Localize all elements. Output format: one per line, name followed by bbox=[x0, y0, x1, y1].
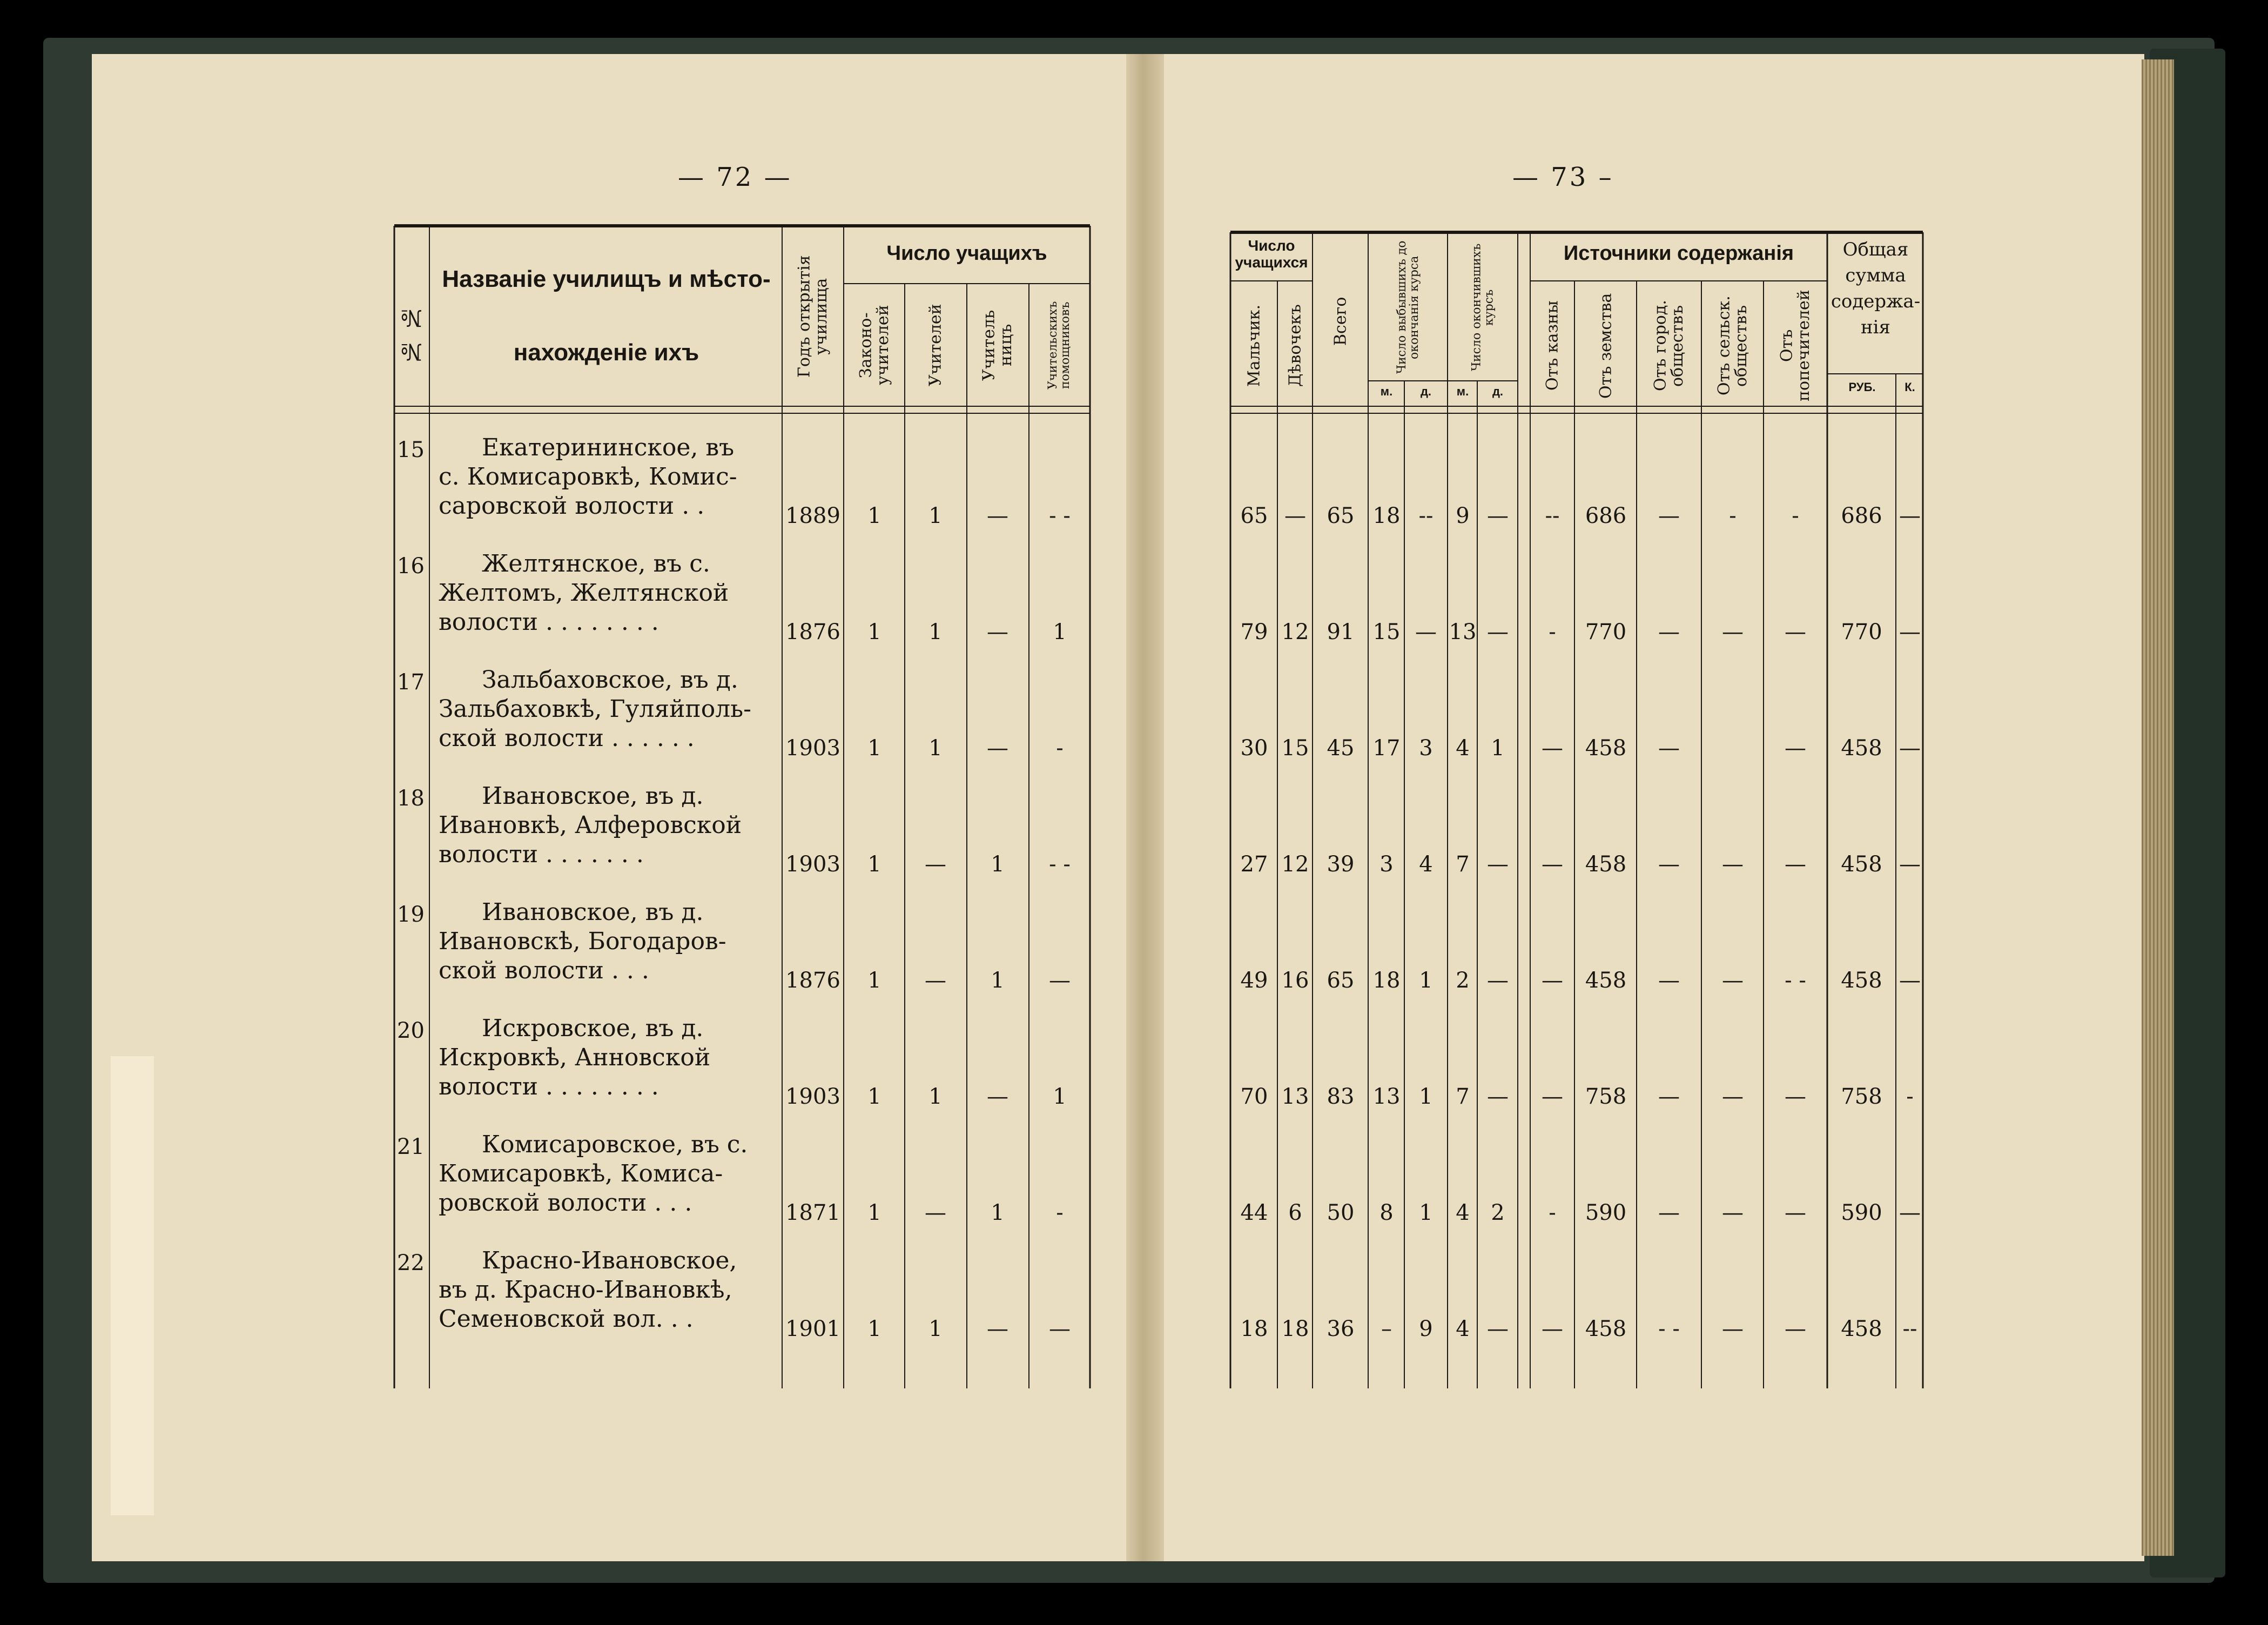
cell-law: 1 bbox=[867, 736, 881, 761]
cell-boys: 65 bbox=[1240, 503, 1268, 528]
cell-drop-m: 18 bbox=[1372, 968, 1401, 993]
cell-sum-k: — bbox=[1899, 503, 1921, 528]
school-name-line: Желтомъ, Желтянской bbox=[439, 579, 729, 607]
cell-zemstvo: 458 bbox=[1585, 736, 1627, 761]
cell-sum-r: 458 bbox=[1841, 736, 1882, 761]
cell-fem: — bbox=[987, 620, 1008, 644]
year-opened: 1876 bbox=[785, 968, 840, 993]
year-opened: 1903 bbox=[785, 1084, 840, 1109]
cell-treasury: - bbox=[1549, 620, 1556, 644]
cell-fem: — bbox=[987, 736, 1008, 761]
cell-zemstvo: 458 bbox=[1585, 1317, 1627, 1341]
school-name-line: волости . . . . . . . . bbox=[439, 1073, 659, 1100]
cell-law: 1 bbox=[867, 1317, 881, 1341]
cell-grad-m: 9 bbox=[1456, 503, 1470, 528]
cell-sum-r: 458 bbox=[1841, 1317, 1882, 1341]
cell-drop-d: 1 bbox=[1419, 968, 1433, 993]
header-total-sum bbox=[1828, 237, 1923, 340]
cell-law: 1 bbox=[867, 503, 881, 528]
year-opened: 1871 bbox=[785, 1200, 840, 1225]
cell-teach: 1 bbox=[928, 1317, 943, 1341]
cell-asst: - - bbox=[1049, 852, 1071, 877]
header-zemstvo: Отъ земства bbox=[1596, 293, 1616, 399]
cell-boys: 44 bbox=[1240, 1200, 1268, 1225]
cell-city: — bbox=[1658, 1084, 1680, 1109]
cell-law: 1 bbox=[867, 1200, 881, 1225]
header-assistants: Учительскихъ помощниковъ bbox=[1046, 301, 1072, 390]
cell-fem: — bbox=[987, 503, 1008, 528]
cell-sum-k: — bbox=[1899, 620, 1921, 644]
cell-city: - - bbox=[1658, 1317, 1680, 1341]
cell-law: 1 bbox=[867, 968, 881, 993]
cell-drop-m: 15 bbox=[1372, 620, 1401, 644]
header-law-teachers: Законо-учителей bbox=[856, 305, 892, 386]
header-teachers: Учителей bbox=[926, 304, 945, 387]
cell-grad-d: — bbox=[1487, 1317, 1509, 1341]
cell-asst: - - bbox=[1049, 503, 1071, 528]
cell-grad-d: — bbox=[1487, 503, 1509, 528]
school-name-line: Комисаровское, въ с. bbox=[482, 1131, 748, 1158]
cell-teach: 1 bbox=[928, 620, 943, 644]
header-dropped-d: д. bbox=[1420, 385, 1432, 398]
school-name-line: Ивановское, въ д. bbox=[482, 898, 704, 926]
school-name-line: ровской волости . . . bbox=[439, 1189, 692, 1217]
cell-grad-d: 1 bbox=[1491, 736, 1505, 761]
header-total: Всего bbox=[1331, 297, 1350, 346]
cell-trustees: — bbox=[1785, 1317, 1806, 1341]
row-number: 22 bbox=[397, 1251, 425, 1275]
cell-sum-k: — bbox=[1899, 968, 1921, 993]
cell-boys: 49 bbox=[1240, 968, 1268, 993]
cell-grad-d: — bbox=[1487, 620, 1509, 644]
header-sources-group: Источники содержанія bbox=[1563, 242, 1794, 265]
cell-drop-d: 1 bbox=[1419, 1200, 1433, 1225]
year-opened: 1876 bbox=[785, 620, 840, 644]
row-number: 15 bbox=[397, 438, 425, 462]
cell-girls: 16 bbox=[1281, 968, 1309, 993]
cell-asst: 1 bbox=[1053, 1084, 1067, 1109]
cell-zemstvo: 770 bbox=[1585, 620, 1627, 644]
row-number: 16 bbox=[397, 554, 425, 579]
school-name-line: Семеновской вол. . . bbox=[439, 1305, 694, 1333]
header-graduated-m: м. bbox=[1456, 385, 1469, 398]
cell-total: 45 bbox=[1327, 736, 1355, 761]
cell-drop-d: 1 bbox=[1419, 1084, 1433, 1109]
school-name-line: Ивановкѣ, Алферовской bbox=[439, 811, 742, 839]
cell-city: — bbox=[1658, 968, 1680, 993]
cell-city: — bbox=[1658, 620, 1680, 644]
cell-sum-r: 458 bbox=[1841, 968, 1882, 993]
header-female-teachers: Учитель ницъ bbox=[979, 310, 1015, 381]
cell-girls: 12 bbox=[1281, 620, 1309, 644]
cell-grad-m: 4 bbox=[1456, 1317, 1470, 1341]
header-graduated-d: д. bbox=[1492, 385, 1504, 398]
cell-trustees: — bbox=[1785, 620, 1806, 644]
cell-law: 1 bbox=[867, 620, 881, 644]
cell-sum-k: — bbox=[1899, 1200, 1921, 1225]
cell-boys: 70 bbox=[1240, 1084, 1268, 1109]
header-total-sum-line3: содержа- bbox=[1830, 291, 1921, 312]
cell-trustees: — bbox=[1785, 852, 1806, 877]
cell-rural: — bbox=[1722, 968, 1744, 993]
cell-total: 50 bbox=[1327, 1200, 1355, 1225]
cell-boys: 18 bbox=[1240, 1317, 1268, 1341]
cell-zemstvo: 758 bbox=[1585, 1084, 1627, 1109]
school-name-line: Красно-Ивановское, bbox=[482, 1247, 737, 1274]
school-name-line: Зальбаховкѣ, Гуляйполь- bbox=[439, 695, 752, 723]
cell-sum-r: 590 bbox=[1841, 1200, 1882, 1225]
cell-grad-d: 2 bbox=[1491, 1200, 1505, 1225]
school-name-line: въ д. Красно-Ивановкѣ, bbox=[439, 1276, 732, 1304]
cell-city: — bbox=[1658, 852, 1680, 877]
cell-trustees: - - bbox=[1785, 968, 1806, 993]
cell-teach: — bbox=[925, 968, 946, 993]
header-students-group: Число учащихъ bbox=[886, 242, 1047, 265]
cell-asst: 1 bbox=[1053, 620, 1067, 644]
cell-asst: - bbox=[1056, 1200, 1064, 1225]
header-total-sum-line2: сумма bbox=[1845, 265, 1906, 286]
cell-girls: — bbox=[1284, 503, 1306, 528]
cell-zemstvo: 590 bbox=[1585, 1200, 1627, 1225]
cell-grad-m: 13 bbox=[1449, 620, 1477, 644]
cell-trustees: — bbox=[1785, 1084, 1806, 1109]
cell-drop-m: 17 bbox=[1372, 736, 1401, 761]
cell-drop-d: -- bbox=[1418, 503, 1434, 528]
header-city: Отъ город. обществъ bbox=[1651, 300, 1687, 392]
school-name-line: с. Комисаровкѣ, Комис- bbox=[439, 463, 737, 491]
header-rub: РУБ. bbox=[1848, 380, 1876, 394]
cell-rural: — bbox=[1722, 1084, 1744, 1109]
cell-treasury: — bbox=[1542, 1317, 1563, 1341]
cell-rural: - bbox=[1729, 503, 1737, 528]
row-number: 20 bbox=[397, 1018, 425, 1043]
school-name-line: ской волости . . . bbox=[439, 957, 649, 984]
cell-grad-d: — bbox=[1487, 968, 1509, 993]
cell-grad-m: 7 bbox=[1456, 852, 1470, 877]
cell-grad-m: 7 bbox=[1456, 1084, 1470, 1109]
cell-treasury: — bbox=[1542, 852, 1563, 877]
school-name bbox=[439, 433, 773, 521]
cell-trustees: — bbox=[1785, 736, 1806, 761]
cell-rural: — bbox=[1722, 620, 1744, 644]
cell-total: 39 bbox=[1327, 852, 1355, 877]
cell-sum-k: -- bbox=[1902, 1317, 1917, 1341]
cell-treasury: — bbox=[1542, 736, 1563, 761]
cell-sum-r: 770 bbox=[1841, 620, 1882, 644]
cell-fem: 1 bbox=[991, 1200, 1005, 1225]
school-name-line: Комисаровкѣ, Комиса- bbox=[439, 1160, 723, 1187]
page-number-right: — 73 – bbox=[1512, 162, 1614, 192]
cell-teach: — bbox=[925, 1200, 946, 1225]
header-name-line2: нахожденіе ихъ bbox=[513, 339, 699, 366]
header-girls: Дѣвочекъ bbox=[1286, 304, 1305, 387]
cell-teach: 1 bbox=[928, 503, 943, 528]
cell-girls: 6 bbox=[1288, 1200, 1302, 1225]
cell-teach: — bbox=[925, 852, 946, 877]
cell-rural: — bbox=[1722, 1317, 1744, 1341]
cell-fem: 1 bbox=[991, 968, 1005, 993]
header-name-line1: Названіе училищъ и мѣсто- bbox=[442, 266, 771, 292]
cell-sum-r: 458 bbox=[1841, 852, 1882, 877]
header-total-sum-line4: нія bbox=[1861, 317, 1890, 338]
cell-trustees: — bbox=[1785, 1200, 1806, 1225]
cell-asst: — bbox=[1049, 968, 1071, 993]
school-name bbox=[439, 1014, 773, 1102]
cell-grad-m: 4 bbox=[1456, 736, 1470, 761]
row-number: 18 bbox=[397, 786, 425, 811]
cell-asst: - bbox=[1056, 736, 1064, 761]
cell-city: — bbox=[1658, 1200, 1680, 1225]
cell-boys: 79 bbox=[1240, 620, 1268, 644]
header-trustees: Отъ попечителей bbox=[1777, 290, 1813, 402]
cell-girls: 15 bbox=[1281, 736, 1309, 761]
school-name-line: Искровкѣ, Анновской bbox=[439, 1044, 711, 1071]
cell-zemstvo: 458 bbox=[1585, 968, 1627, 993]
cell-zemstvo: 458 bbox=[1585, 852, 1627, 877]
cell-drop-d: 3 bbox=[1419, 736, 1433, 761]
row-number: 19 bbox=[397, 902, 425, 927]
school-name-line: Желтянское, въ с. bbox=[482, 550, 710, 578]
cell-grad-m: 2 bbox=[1456, 968, 1470, 993]
cell-drop-m: 18 bbox=[1372, 503, 1401, 528]
header-rural: Отъ сельск. обществъ bbox=[1714, 296, 1751, 396]
year-opened: 1903 bbox=[785, 736, 840, 761]
cell-rural: — bbox=[1722, 852, 1744, 877]
cell-girls: 13 bbox=[1281, 1084, 1309, 1109]
year-opened: 1889 bbox=[785, 503, 840, 528]
cell-city: — bbox=[1658, 736, 1680, 761]
cell-sum-r: 686 bbox=[1841, 503, 1882, 528]
cell-asst: — bbox=[1049, 1317, 1071, 1341]
cell-boys: 30 bbox=[1240, 736, 1268, 761]
year-opened: 1901 bbox=[785, 1317, 840, 1341]
cell-total: 65 bbox=[1327, 503, 1355, 528]
header-no: № № bbox=[398, 305, 425, 365]
school-name-line: ской волости . . . . . . bbox=[439, 724, 695, 752]
cell-sum-r: 758 bbox=[1841, 1084, 1882, 1109]
year-opened: 1903 bbox=[785, 852, 840, 877]
cell-zemstvo: 686 bbox=[1585, 503, 1627, 528]
cell-grad-m: 4 bbox=[1456, 1200, 1470, 1225]
school-name bbox=[439, 1130, 773, 1218]
header-dropped-m: м. bbox=[1380, 385, 1393, 398]
cell-total: 91 bbox=[1327, 620, 1355, 644]
school-name-line: Екатерининское, въ bbox=[482, 434, 735, 461]
school-name bbox=[439, 549, 773, 637]
cell-sum-k: — bbox=[1899, 736, 1921, 761]
cell-drop-m: – bbox=[1381, 1317, 1392, 1341]
school-name-line: Ивановское, въ д. bbox=[482, 782, 704, 810]
cell-total: 65 bbox=[1327, 968, 1355, 993]
cell-drop-d: 9 bbox=[1419, 1317, 1433, 1341]
school-name bbox=[439, 666, 773, 753]
school-name-line: волости . . . . . . . bbox=[439, 841, 644, 868]
cell-fem: — bbox=[987, 1084, 1008, 1109]
cell-law: 1 bbox=[867, 1084, 881, 1109]
header-kop: К. bbox=[1904, 380, 1915, 394]
cell-total: 83 bbox=[1327, 1084, 1355, 1109]
cell-teach: 1 bbox=[928, 1084, 943, 1109]
cell-city: — bbox=[1658, 503, 1680, 528]
page-number-left: — 72 — bbox=[678, 162, 792, 192]
cell-treasury: - bbox=[1549, 1200, 1556, 1225]
cell-treasury: -- bbox=[1545, 503, 1560, 528]
school-name-line: Ивановскѣ, Богодаров- bbox=[439, 928, 726, 955]
school-name-line: Искровское, въ д. bbox=[482, 1015, 704, 1042]
cell-teach: 1 bbox=[928, 736, 943, 761]
cell-sum-k: - bbox=[1906, 1084, 1914, 1109]
cell-rural: — bbox=[1722, 1200, 1744, 1225]
cell-fem: 1 bbox=[991, 852, 1005, 877]
header-year: Годъ открытія училища bbox=[795, 255, 831, 378]
school-name bbox=[439, 782, 773, 869]
cell-grad-d: — bbox=[1487, 1084, 1509, 1109]
cell-drop-d: — bbox=[1415, 620, 1437, 644]
header-boys: Мальчик. bbox=[1244, 304, 1264, 387]
cell-grad-d: — bbox=[1487, 852, 1509, 877]
school-name-line: саровской волости . . bbox=[439, 492, 705, 520]
header-treasury: Отъ казны bbox=[1543, 300, 1562, 391]
cell-drop-d: 4 bbox=[1419, 852, 1433, 877]
cell-drop-m: 3 bbox=[1379, 852, 1394, 877]
school-name-line: волости . . . . . . . . bbox=[439, 608, 659, 636]
cell-boys: 27 bbox=[1240, 852, 1268, 877]
row-number: 21 bbox=[397, 1134, 425, 1159]
cell-treasury: — bbox=[1542, 1084, 1563, 1109]
header-dropped: Число выбывшихъ до окончанія курса bbox=[1395, 240, 1421, 374]
row-number: 17 bbox=[397, 670, 425, 695]
header-graduated: Число окончившихъ курсъ bbox=[1470, 243, 1496, 372]
cell-sum-k: — bbox=[1899, 852, 1921, 877]
cell-treasury: — bbox=[1542, 968, 1563, 993]
cell-trustees: - bbox=[1792, 503, 1799, 528]
cell-fem: — bbox=[987, 1317, 1008, 1341]
header-total-sum-line1: Общая bbox=[1842, 239, 1909, 260]
cell-total: 36 bbox=[1327, 1317, 1355, 1341]
school-name bbox=[439, 898, 773, 985]
cell-girls: 18 bbox=[1281, 1317, 1309, 1341]
cell-law: 1 bbox=[867, 852, 881, 877]
header-pupils-group: Число учащихся bbox=[1235, 237, 1308, 271]
cell-girls: 12 bbox=[1281, 852, 1309, 877]
cell-drop-m: 13 bbox=[1372, 1084, 1401, 1109]
school-name bbox=[439, 1246, 773, 1334]
school-name-line: Зальбаховское, въ д. bbox=[482, 666, 738, 694]
cell-drop-m: 8 bbox=[1379, 1200, 1394, 1225]
